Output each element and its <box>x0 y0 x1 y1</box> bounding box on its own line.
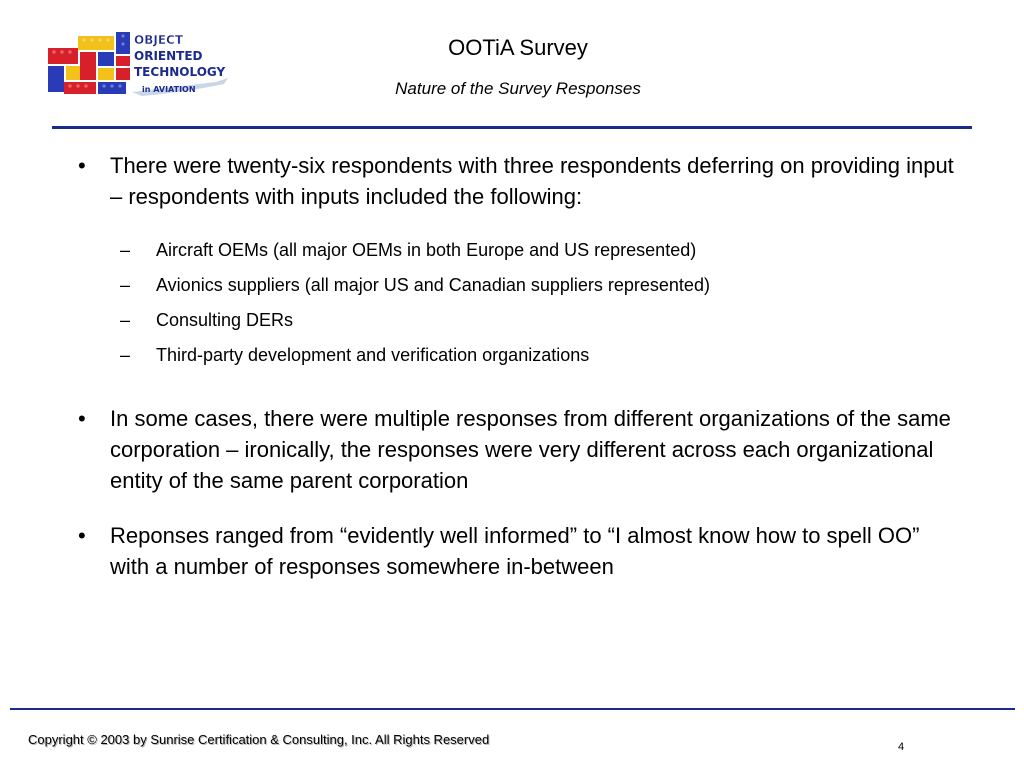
list-item-text: Third-party development and verification organizations <box>156 345 590 365</box>
svg-text:TECHNOLOGY: TECHNOLOGY <box>134 65 226 79</box>
copyright-notice: Copyright © 2003 by Sunrise Certification & Consulting, Inc. All Rights Reserved <box>28 732 490 747</box>
bullet-mark: • <box>78 406 86 431</box>
header-divider <box>52 126 972 129</box>
slide-body <box>74 150 954 582</box>
bullet-text: In some cases, there were multiple responses from different organizations of the same corporation – ironically, the responses were very different across each organizational entity of the same parent corporation <box>110 406 951 493</box>
list-item <box>120 303 954 338</box>
bullet-mark: • <box>78 153 86 178</box>
svg-text:in AVIATION: in AVIATION <box>142 85 196 94</box>
footer-divider <box>10 708 1015 710</box>
list-item <box>120 338 954 373</box>
list-item-text: Consulting DERs <box>156 310 294 330</box>
slide-title: OOTiA Survey <box>448 35 588 60</box>
bullet-multiple-responses <box>74 403 954 496</box>
page-number: 4 <box>898 741 905 753</box>
bullet-text: There were twenty-six respondents with three respondents deferring on providing input – respondents with inputs included the following: <box>110 153 954 209</box>
dash-mark: – <box>120 345 131 365</box>
svg-text:OBJECT: OBJECT <box>134 33 184 47</box>
bullet-response-range <box>74 520 954 582</box>
bullet-text: Reponses ranged from “evidently well informed” to “I almost know how to spell OO” with a number of responses somewhere in-between <box>110 523 920 579</box>
svg-text:ORIENTED: ORIENTED <box>134 49 203 63</box>
bullet-mark: • <box>78 523 86 548</box>
list-item-text: Avionics suppliers (all major US and Canadian suppliers represented) <box>156 275 710 295</box>
slide-subtitle: Nature of the Survey Responses <box>395 79 641 98</box>
list-item-text: Aircraft OEMs (all major OEMs in both Europe and US represented) <box>156 240 697 260</box>
list-item <box>120 268 954 303</box>
dash-mark: – <box>120 310 131 330</box>
respondent-types-list <box>120 233 954 373</box>
list-item <box>120 233 954 268</box>
bullet-respondents <box>74 150 954 212</box>
ootia-logo <box>46 30 232 102</box>
dash-mark: – <box>120 240 131 260</box>
dash-mark: – <box>120 275 131 295</box>
